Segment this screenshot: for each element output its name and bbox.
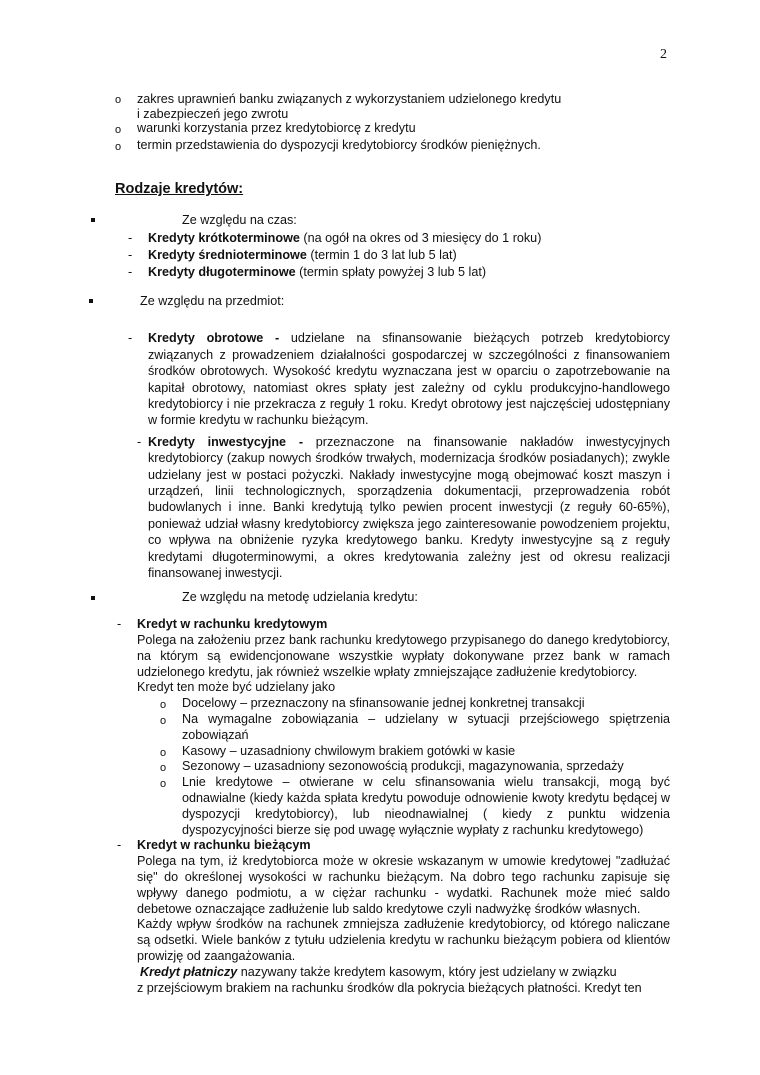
list-item bbox=[148, 230, 541, 246]
desc: przeznaczone na finansowanie nakładów inwestycyjnych kredytobiorcy (zakup nowych środków trwałych, modernizacja środków posiadanych); zwykle udzielany jest w postaci pożyczki. Nakłady inwestycyjne mogą obejmować koszt maszyn i urządzeń, linii technologicznych, sporządzenia dokumentacji, przeprowadzenia robót budowlanych i inne. Banki kredytują tylko pewien procent inwestycji (z reguły 60-65%), ponieważ udział własny kredytobiorcy zwiększa jego zainteresowanie powodzeniem projektu, co wpływa na obniżenie ryzyka kredytowego banku. Kredyty inwestycyjne są z reguły kredytami długoterminowymi, a okres kredytowania zależny jest od okresu realizacji finansowanej inwestycji. bbox=[148, 434, 671, 581]
desc: (termin 1 do 3 lat lub 5 lat) bbox=[306, 248, 457, 262]
term: Kredyt płatniczy bbox=[140, 964, 238, 979]
section-heading: Rodzaje kredytów: bbox=[115, 181, 244, 197]
term: Kredyty średnioterminowe bbox=[148, 248, 307, 262]
list-item-row bbox=[0, 759, 670, 775]
list-item bbox=[148, 264, 486, 280]
list-item: Na wymagalne zobowiązania – udzielany w sytuacji przejściowego spiętrzenia zobowiązań bbox=[182, 712, 670, 742]
bullet-o: o bbox=[160, 746, 167, 759]
list-item-row bbox=[0, 775, 670, 838]
bullet-o: o bbox=[115, 141, 122, 153]
page-number: 2 bbox=[660, 47, 667, 62]
desc: (na ogół na okres od 3 miesięcy do 1 roku) bbox=[299, 231, 542, 245]
list-item: Kasowy – uzasadniony chwilowym brakiem gotówki w kasie bbox=[182, 743, 516, 758]
paragraph: z przejściowym brakiem na rachunku środków dla pokrycia bieżących płatności. Kredyt ten bbox=[137, 980, 642, 995]
list-item: Docelowy – przeznaczony na sfinansowanie jednej konkretnej transakcji bbox=[182, 696, 585, 711]
paragraph-inwestycyjne bbox=[148, 434, 670, 582]
list-item-cont: i zabezpieczeń jego zwrotu bbox=[137, 107, 289, 121]
list-item bbox=[148, 247, 457, 263]
dash: - bbox=[128, 231, 133, 245]
paragraph: Polega na tym, iż kredytobiorca może w okresie wskazanym w umowie kredytowej "zadłużać się" do określonej wysokości w rachunku bieżącym. Na dobro tego rachunku zapisuje się wpływy danego podmiotu, a w ciężar rachunku - wydatki. Rachunek może mieć saldo debetowe oznaczające zadłużenie lub saldo kredytowe czyli nadwyżkę środków własnych. bbox=[137, 854, 670, 916]
desc: nazywany także kredytem kasowym, który jest udzielany w związku bbox=[237, 964, 617, 979]
bullet-o: o bbox=[160, 699, 167, 712]
term: Kredyty obrotowe - bbox=[148, 331, 280, 346]
dash: - bbox=[128, 248, 133, 262]
dash: - bbox=[128, 265, 133, 279]
dash: - bbox=[137, 434, 142, 449]
dash: - bbox=[117, 838, 122, 853]
method-section bbox=[0, 590, 760, 997]
kredytowy-block bbox=[0, 617, 670, 696]
bullet-o: o bbox=[160, 762, 167, 775]
category-row bbox=[0, 293, 760, 309]
subheading: Kredyt w rachunku bieżącym bbox=[137, 838, 311, 853]
list-item: termin przedstawienia do dyspozycji kredytobiorcy środków pieniężnych. bbox=[137, 138, 541, 152]
dash: - bbox=[128, 331, 133, 346]
category-label: Ze względu na metodę udzielania kredytu: bbox=[182, 589, 418, 604]
list-item-row bbox=[0, 712, 670, 744]
bullet-o: o bbox=[115, 124, 122, 136]
list-item: Sezonowy – uzasadniony sezonowością produkcji, magazynowania, sprzedaży bbox=[182, 759, 624, 774]
document-body bbox=[0, 293, 760, 996]
bullet-o: o bbox=[160, 715, 167, 728]
square-bullet-icon bbox=[91, 596, 95, 600]
square-bullet-icon bbox=[89, 299, 93, 303]
list-item: warunki korzystania przez kredytobiorcę z kredytu bbox=[137, 121, 416, 135]
list-item: Lnie kredytowe – otwierane w celu sfinansowania wielu transakcji, mogą być odnawialne (kiedy każda spłata kredytu powoduje odnowienie kwoty kredytu będącej w dyspozycji kredytobiorcy), lub nieodnawialnej ( kiedy z punktu widzenia dyspozycyjności bierze się pod uwagę wyłącznie wypłaty z rachunku kredytowego) bbox=[182, 775, 670, 837]
list-item-row bbox=[0, 696, 670, 712]
paragraph: Kredyt ten może być udzielany jako bbox=[137, 680, 336, 695]
bullet-o: o bbox=[115, 94, 122, 106]
list-item: zakres uprawnień banku związanych z wykorzystaniem udzielonego kredytu bbox=[137, 92, 562, 106]
category-row bbox=[0, 590, 760, 606]
paragraph-inwestycyjne-row bbox=[0, 434, 670, 582]
square-bullet-icon bbox=[91, 218, 95, 222]
category-label: Ze względu na czas: bbox=[182, 213, 297, 227]
subheading: Kredyt w rachunku kredytowym bbox=[137, 617, 328, 632]
paragraph: Każdy wpływ środków na rachunek zmniejsza zadłużenie kredytobiorcy, od którego naliczane są odsetki. Wiele banków z tytułu udzielenia kredytu w rachunku bieżącym pobiera od klientów prowizję od zaangażowania. bbox=[137, 917, 670, 964]
paragraph bbox=[137, 965, 670, 981]
bullet-o: o bbox=[160, 778, 167, 791]
biezacy-block bbox=[0, 838, 670, 996]
term: Kredyty krótkoterminowe bbox=[148, 231, 300, 245]
dash: - bbox=[117, 617, 122, 632]
term: Kredyty inwestycyjne - bbox=[148, 434, 304, 449]
list-item-row bbox=[0, 744, 670, 760]
desc: udzielane na sfinansowanie bieżących potrzeb kredytobiorcy związanych z prowadzeniem działalności gospodarczej w szczególności z finansowaniem środków obrotowych. Wysokość kredytu wyznaczana jest w oparciu o zapotrzebowanie na kapitał obrotowy, natomiast okres spłaty jest zależny od cyklu produkcyjno-handlowego kredytobiorcy i nie przekracza z reguły 1 roku. Kredyt obrotowy jest najczęściej udostępniany w formie kredytu w rachunku bieżącym. bbox=[148, 331, 670, 428]
paragraph: Polega na założeniu przez bank rachunku kredytowego przypisanego do danego kredytobiorcy, na którym są ewidencjonowane wszystkie wypłaty dokonywane przez bank w ramach udzielonego kredytu, jak również wszelkie wpłaty zmniejszające zadłużenie kredytobiorcy. bbox=[137, 633, 670, 679]
paragraph-obrotowe-row bbox=[0, 330, 670, 428]
category-label: Ze względu na przedmiot: bbox=[140, 294, 285, 308]
paragraph-obrotowe bbox=[148, 330, 670, 428]
term: Kredyty długoterminowe bbox=[148, 265, 296, 279]
desc: (termin spłaty powyżej 3 lub 5 lat) bbox=[295, 265, 487, 279]
